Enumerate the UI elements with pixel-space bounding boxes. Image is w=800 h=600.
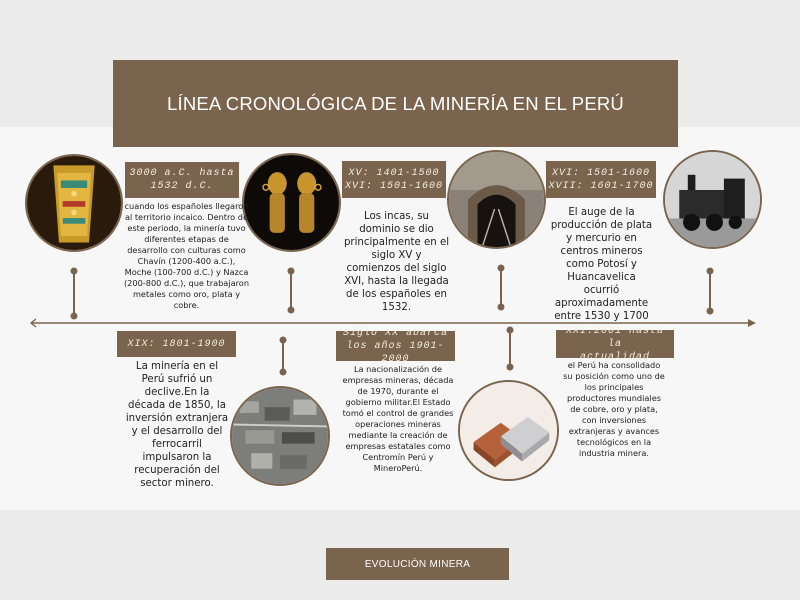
period-label-4: XIX: 1801-1900 — [117, 331, 236, 357]
description-5: La nacionalización de empresas mineras, década de 1970, durante el gobierno militar.El Estado tomó el control de grandes operaciones mineras mediante la creación de empresas estatales como Centromín Perú y MineroPerú. — [342, 364, 454, 473]
connector-3 — [498, 265, 505, 311]
description-3: El auge de la producción de plata y mercurio en centros mineros como Potosí y Huancavelica ocurrió aproximadamente entre 1530 y 1700 — [550, 207, 653, 322]
golden-vessel-image — [25, 154, 123, 252]
description-6: el Perú ha consolidado su posición como uno de los principales productores mundiales de cobre, oro y plata, con inversiones extranjeras y avances tecnológicos en la industria minera. — [563, 360, 665, 458]
description-1: cuando los españoles llegaron al territorio incaico. Dentro de este periodo, la minería tuvo diferentes etapas de desarrollo con culturas como Chavín (1200-400 a.C.), Moche (100-700 d.C.) y Nazca (200-800 d.C.), que trabajaron metales como oro, plata y cobre. — [123, 201, 250, 310]
aerial-mining-camp-image — [230, 386, 330, 486]
period-label-3: XVI: 1501-1600 XVII: 1601-1700 — [546, 161, 656, 198]
connector-2 — [288, 268, 295, 314]
locomotive-image — [663, 150, 762, 249]
description-2: Los incas, su dominio se dio principalmente en el siglo XV y comienzos del siglo XVI, hasta la llegada de los españoles en 1532. — [343, 211, 450, 313]
connector-4 — [707, 268, 714, 315]
period-label-2: XV: 1401-1500 XVI: 1501-1600 — [342, 161, 446, 198]
copper-silver-ingots-image — [458, 380, 559, 481]
gold-figurines-image — [242, 153, 341, 252]
evolution-button-label: EVOLUCIÓN MINERA — [364, 558, 471, 570]
connector-5 — [280, 337, 287, 376]
evolution-button[interactable] — [326, 548, 509, 580]
description-4: La minería en el Perú sufrió un declive.En la década de 1850, la inversión extranjera y el desarrollo del ferrocarril impulsaron la recuperación del sector minero. — [125, 361, 229, 489]
period-label-1: 3000 a.C. hasta 1532 d.C. — [125, 162, 239, 198]
timeline-arrowhead-icon — [748, 319, 756, 327]
connector-6 — [507, 327, 514, 371]
period-label-5: Siglo XX abarca los años 1901-2000 — [336, 331, 455, 361]
mine-tunnel-image — [447, 150, 546, 249]
connector-1 — [71, 268, 78, 320]
page-title-text: LÍNEA CRONOLÓGICA DE LA MINERÍA EN EL PERÚ — [167, 92, 624, 114]
period-label-6: XXI:2001 hasta la actualidad — [556, 330, 674, 358]
